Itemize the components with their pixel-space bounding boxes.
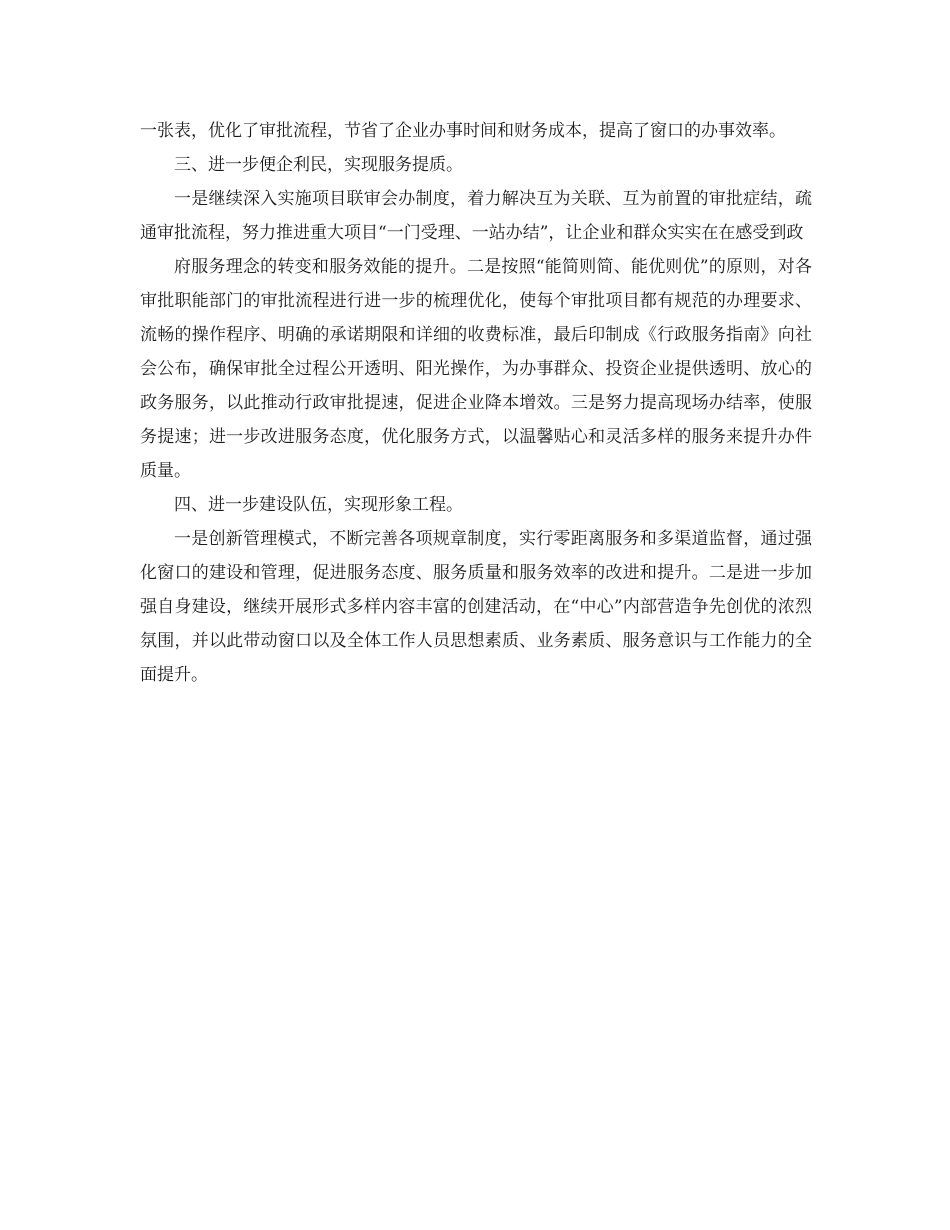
document-body xyxy=(140,114,812,692)
section-heading-four: 四、进一步建设队伍，实现形象工程。 xyxy=(174,495,463,515)
section-heading-three: 三、进一步便企利民，实现服务提质。 xyxy=(174,155,463,175)
paragraph-project-review: 一是继续深入实施项目联审会办制度，着力解决互为关联、互为前置的审批症结，疏通审批流程，努力推进重大项目“一门受理、一站办结”，让企业和群众实实在在感受到政 xyxy=(140,189,812,243)
paragraph-service-efficiency: 府服务理念的转变和服务效能的提升。二是按照“能简则简、能优则优”的原则，对各审批职能部门的审批流程进行进一步的梳理优化，使每个审批项目都有规范的办理要求、流畅的操作程序、明确的承诺期限和详细的收费标准，最后印制成《行政服务指南》向社会公布，确保审批全过程公开透明、阳光操作，为办事群众、投资企业提供透明、放心的政务服务，以此推动行政审批提速，促进企业降本增效。三是努力提高现场办结率，使服务提速；进一步改进服务态度，优化服务方式，以温馨贴心和灵活多样的服务来提升办件质量。 xyxy=(140,257,812,481)
paragraph-team-building: 一是创新管理模式，不断完善各项规章制度，实行零距离服务和多渠道监督，通过强化窗口的建设和管理，促进服务态度、服务质量和服务效率的改进和提升。二是进一步加强自身建设，继续开展形式多样内容丰富的创建活动，在“中心”内部营造争先创优的浓烈氛围，并以此带动窗口以及全体工作人员思想素质、业务素质、服务意识与工作能力的全面提升。 xyxy=(140,529,812,685)
paragraph-continuation: 一张表，优化了审批流程，节省了企业办事时间和财务成本，提高了窗口的办事效率。 xyxy=(140,121,786,141)
